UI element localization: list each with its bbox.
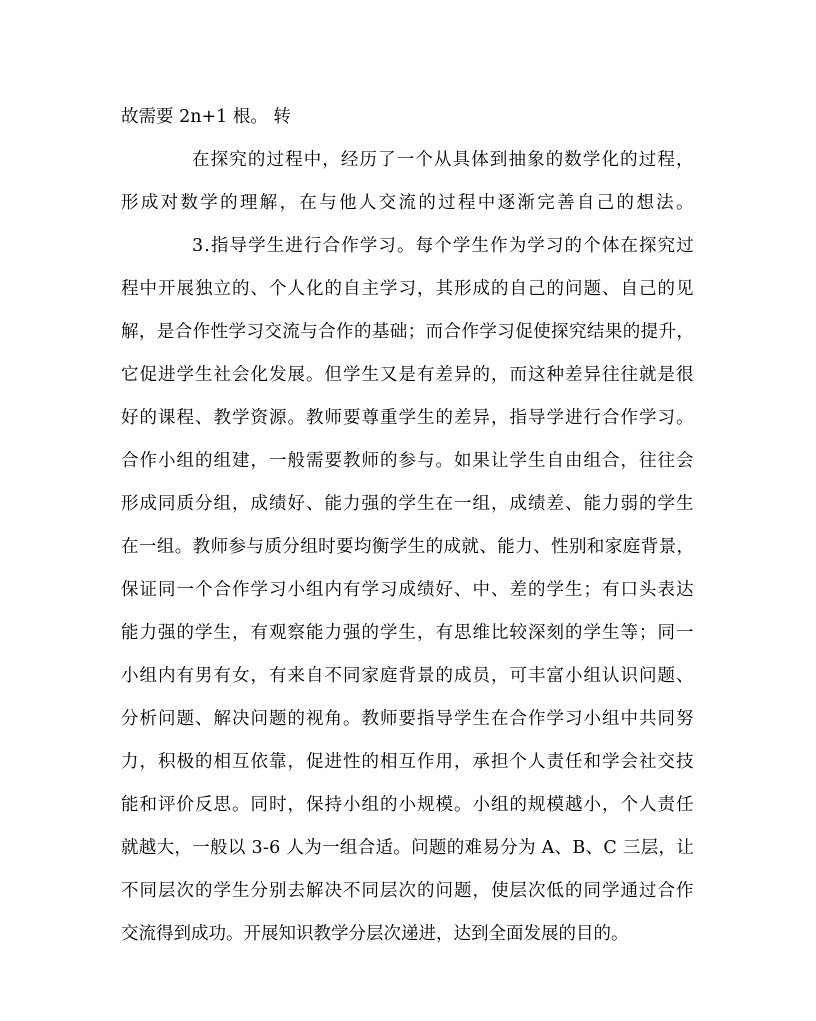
text-line-16: 力，积极的相互依靠，促进性的相互作用，承担个人责任和学会社交技 — [121, 752, 695, 772]
text-line-7: 它促进学生社会化发展。但学生又是有差异的，而这种差异往往就是很 — [121, 365, 695, 385]
text-line-8: 好的课程、教学资源。教师要尊重学生的差异，指导学进行合作学习。 — [121, 408, 695, 428]
text-line-15: 分析问题、解决问题的视角。教师要指导学生在合作学习小组中共同努 — [121, 709, 695, 729]
text-line-11: 在一组。教师参与质分组时要均衡学生的成就、能力、性别和家庭背景， — [121, 537, 695, 557]
text-line-19: 不同层次的学生分别去解决不同层次的问题，使层次低的同学通过合作 — [121, 881, 695, 901]
text-line-6: 解，是合作性学习交流与合作的基础；而合作学习促使探究结果的提升， — [121, 322, 695, 342]
text-line-2: 在探究的过程中，经历了一个从具体到抽象的数学化的过程， — [192, 150, 695, 170]
text-line-4: 3.指导学生进行合作学习。每个学生作为学习的个体在探究过 — [192, 236, 695, 256]
text-line-13: 能力强的学生，有观察能力强的学生，有思维比较深刻的学生等；同一 — [121, 623, 695, 643]
text-line-10: 形成同质分组，成绩好、能力强的学生在一组，成绩差、能力弱的学生 — [121, 494, 695, 514]
text-line-3: 形成对数学的理解，在与他人交流的过程中逐渐完善自己的想法。 — [121, 193, 696, 213]
text-line-18: 就越大，一般以 3-6 人为一组合适。问题的难易分为 A、B、C 三层，让 — [121, 838, 695, 858]
text-line-14: 小组内有男有女，有来自不同家庭背景的成员，可丰富小组认识问题、 — [121, 666, 695, 686]
text-line-5: 程中开展独立的、个人化的自主学习，其形成的自己的问题、自己的见 — [121, 279, 695, 299]
text-line-20: 交流得到成功。开展知识教学分层次递进，达到全面发展的目的。 — [121, 924, 629, 944]
text-line-17: 能和评价反思。同时，保持小组的小规模。小组的规模越小，个人责任 — [121, 795, 695, 815]
text-line-12: 保证同一个合作学习小组内有学习成绩好、中、差的学生；有口头表达 — [121, 580, 695, 600]
text-line-1: 故需要 2n+1 根。 转 — [121, 107, 291, 127]
text-line-9: 合作小组的组建，一般需要教师的参与。如果让学生自由组合，往往会 — [121, 451, 695, 471]
